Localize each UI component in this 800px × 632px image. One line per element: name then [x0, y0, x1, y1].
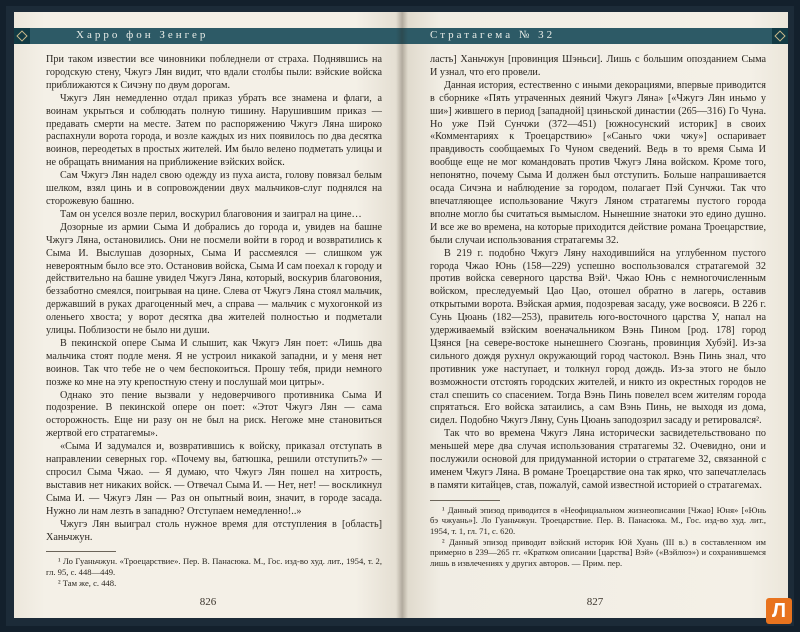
footnote: ² Данный эпизод приводит вэйский историк Юй Хуань (III в.) в составленном им примерно в 239—265 гг. «Кратком описании [царства] Вэй» («Вэйлюэ») и сохранившемся лишь в извлечениях у других авторов. — Прим. пер.	[430, 536, 766, 568]
footnote-rule	[46, 551, 116, 552]
publisher-logo-icon: Л	[766, 598, 792, 624]
paragraph: Чжугэ Лян немедленно отдал приказ убрать все знамена и флаги, а воинам укрыться и соблюдать полную тишину. Нарушившим приказ — предавать смерти на месте. Затем по распоряжению Чжугэ Ляна широко распахнули ворота города, и возле каждых из них появилось по два десятка воинов, переодетых в простых жителей. Им было велено подметать улицы и не обращать внимания на приближение вэйских войск.	[46, 92, 382, 169]
paragraph: Сам Чжугэ Лян надел свою одежду из пуха аиста, голову повязал белым шелком, взял цинь и в сопровождении двух мальчиков-слуг поднялся на сторожевую башню.	[46, 170, 382, 207]
running-head	[430, 24, 766, 48]
body-text	[46, 54, 382, 544]
paragraph: Так что во времена Чжугэ Ляна исторически засвидетельствовано по меньшей мере два случая использования стратагемы 32. Очевидно, они и послужили основой для придуманной истории о стратагеме 32, связанной с именем Чжугэ Ляна. В романе Троецарствие она так ярко, что запечатлелась в памяти китайцев, став, пожалуй, самой известной историей о стратагемах.	[430, 428, 766, 491]
paragraph: Данная история, естественно с иными декорациями, впервые приводится в сборнике «Пять утраченных деяний Чжугэ Ляна» [«Чжугэ Лян иньмо у ши»] жившего в период [западной] цзиньской династии (265—316) Го Чуна. Но уже Пэй Сунчжи (372—451) [южносунский историк] в своих «Комментариях к Троецарствию» [«Саньго чжи чжу»] оспаривает правдивость сообщаемых Го Чуном сведений. Ведь в то время Сыма И вообще еще не мог командовать против Чжугэ Ляна войском. Кроме того, непонятно, почему Сыма И должен был отступить. Больше напрашивается осада Сичэна и наблюдение за городом, полагает Пэй Сунчжи. Так что впечатляющее использование Чжугэ Ляном стратагемы пустого города вполне могло бы считаться вымыслом. Нынешние знатоки это едино душно. И все же во времена, на которые приходится действие романа Троецарствие, были случаи использования стратагемы 32.	[430, 79, 766, 246]
paragraph: В пекинской опере Сыма И слышит, как Чжугэ Лян поет: «Лишь два мальчика стоят подле меня. Я не устроил никакой западни, и у меня нет воинов. Так что тебе не о чем беспокоиться. Прошу тебя, приди немного позже ко мне на эту крепостную стену и послушай мои цитры».	[46, 337, 382, 388]
running-head-title: Харро фон Зенгер	[76, 29, 209, 41]
paragraph: Однако это пение вызвали у недоверчивого противника Сыма И подозрение. В пекинской опере он поет: «Этот Чжугэ Лян — сама осторожность. Еще ни разу он не был на риск. Негоже мне становиться жертвой его стратагемы».	[46, 389, 382, 440]
footnotes	[430, 505, 766, 569]
paragraph: ласть] Ханьчжун [провинция Шэньси]. Лишь с большим опозданием Сыма И узнал, что его провели.	[430, 54, 766, 78]
running-head-title: Стратагема № 32	[430, 29, 556, 41]
paragraph: В 219 г. подобно Чжугэ Ляну находившийся на углубенном пустого города Чжао Юнь (158—229) успешно воспользовался стратагемой 32 против войска северного царства Вэй¹. Чжао Юнь с немногочисленным войском, преследуемый Цао Цао, отошел обратно в лагерь, оставив открытыми ворота. Вэйская армия, подозревая засаду, уже восвояси. В 226 г. Сунь Цюань (182—253), правитель юго-восточного царства У, напал на удерживаемый вэйским военачальником Вэнь Пином [род. 178] город Цзянся [на севере-востоке нынешнего Сюэгань, провинция Хубэй]. Из-за сильного дождя рухнул окружающий город частокол. Вэнь Пинь знал, что противник уже наступает, и толкнул город дождь. Из-за этого не было возможности отстоять городских жителей, и никто из окрестных городов не стал спешить со спасением. Тогда Вэнь Пинь повелел всем жителям города спрятаться. Его войска затаились, а сам Вэнь Пинь, не выходя из дома, сидел. Подобно Чжугэ Ляну, Сунь Цюань заподозрил засаду и ретировался².	[430, 247, 766, 427]
ornament-icon	[14, 28, 30, 44]
page-number: 826	[199, 596, 217, 608]
paragraph: При таком известии все чиновники побледнели от страха. Поднявшись на городскую стену, Чжугэ Лян видит, что вдали столбы пыли: вэйские войска приближаются к Сичэну по двум дорогам.	[46, 54, 382, 91]
body-text	[430, 54, 766, 493]
paragraph: Чжугэ Лян выиграл столь нужное время для отступления в [область] Ханьчжун.	[46, 518, 382, 543]
footnote: ² Там же, с. 448.	[58, 577, 117, 588]
footnote-rule	[430, 500, 500, 501]
left-page	[14, 12, 402, 618]
running-head	[46, 24, 382, 48]
paragraph: «Сыма И задумался и, возвратившись к войску, приказал отступать в направлении северных гор. «Почему вы, батюшка, решили отступить?» — спросил Сыма Чжао. — Я думаю, что Чжугэ Лян пошел на хитрость, выставив нет никаких войск. — Отвечал Сыма И. — Нет, нет! — воскликнул Сыма И. — Чжугэ Лян — Раз он опытный воин, значит, в городе засада. Нужно ли нам лезть в западню? Отступаем немедленно!..»	[46, 441, 382, 517]
paragraph: Дозорные из армии Сыма И добрались до города и, увидев на башне Чжугэ Ляна, остановились. Они не посмели войти в город и возвратились к Сыма И. Выслушав дозорных, Сыма И рассмеялся — слишком уж невероятным было все это. Остановив войска, Сыма И сам поехал к городу и действительно на башне увидел Чжугэ Ляна, который, воскурив благовония, беззаботно смеялся, поигрывая на цине. Слева от Чжугэ Ляна стоял мальчик, державший в руках драгоценный меч, а справа — мальчик с мухогонкой из оленьего хвоста; у ворот десятка два жителей полностью и подметали улицы. Поблизости не было ни души.	[46, 221, 382, 337]
right-page	[402, 12, 788, 618]
footnote: ¹ Данный эпизод приводится в «Неофициальном жизнеописании [Чжао] Юня» [«Юнь бэ чжуань»]. Ло Гуаньчжун. Троецарствие. Пер. В. Панасюка. М., Гос. изд-во худ. лит., 1954, т. 1, гл. 71, с. 620.	[430, 504, 766, 536]
paragraph: Там он уселся возле перил, воскурил благовония и заиграл на цине…	[60, 208, 362, 220]
footnote: ¹ Ло Гуаньчжун. «Троецарствие». Пер. В. Панасюка. М., Гос. изд-во худ. лит., 1954, т. 2, гл. 95, с. 448—449.	[46, 556, 382, 578]
book-gutter	[396, 12, 408, 618]
footnotes	[46, 556, 382, 588]
page-number: 827	[586, 596, 604, 608]
ornament-icon	[772, 28, 788, 44]
